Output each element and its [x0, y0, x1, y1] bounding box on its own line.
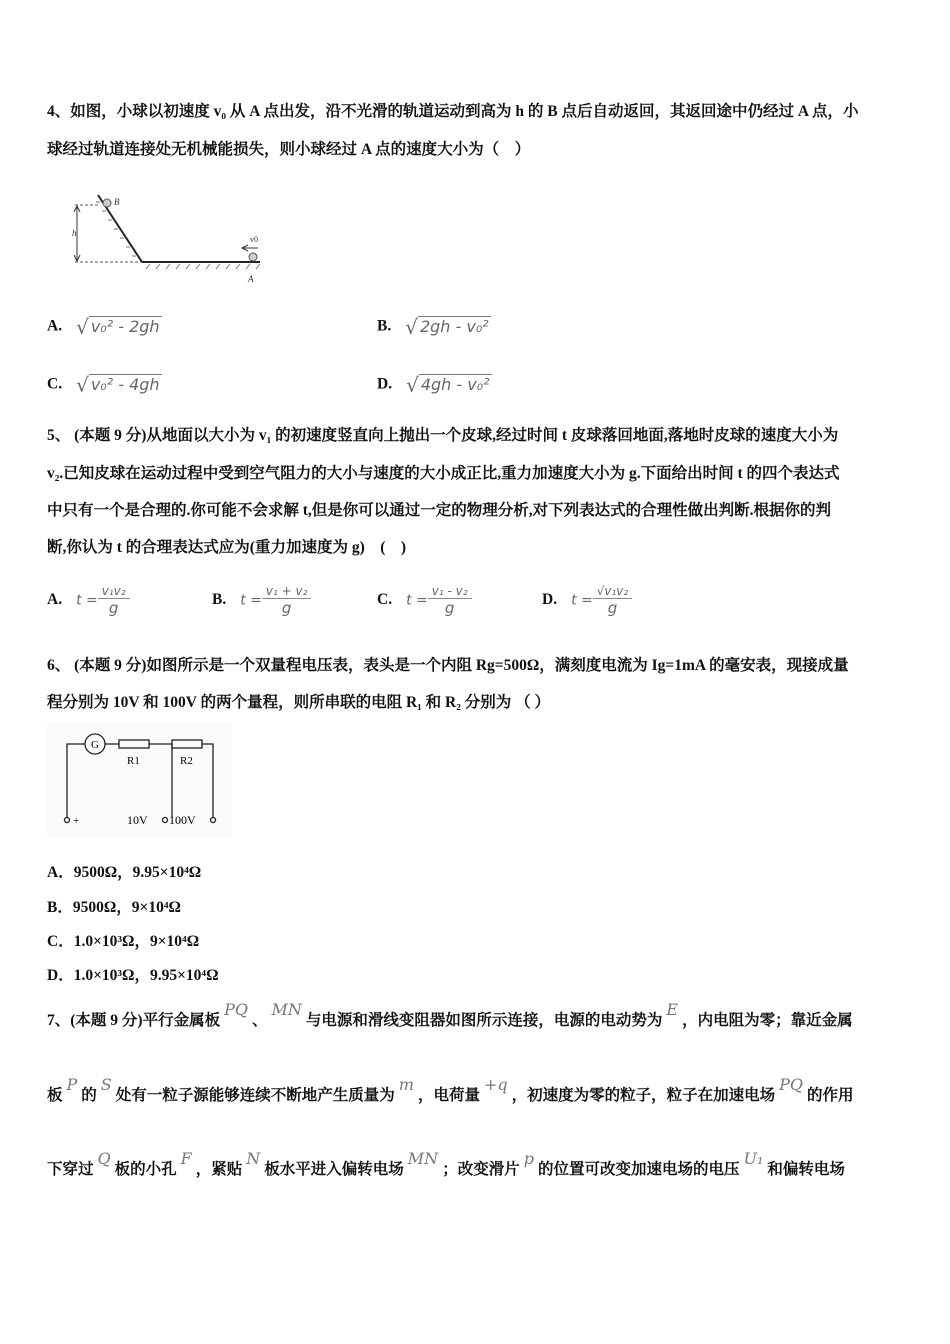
q4-option-b[interactable]: B. √ 2gh - v₀² — [377, 315, 489, 339]
q5-option-c[interactable] — [377, 584, 472, 617]
text-segment: 的作用 — [807, 1087, 854, 1104]
option-label: A. — [47, 591, 63, 609]
math-symbol: p — [523, 1149, 534, 1168]
text-segment: ；改变滑片 — [442, 1161, 520, 1178]
text-segment: 处有一粒子源能够连续不断地产生质量为 — [115, 1087, 395, 1104]
q6-option-a[interactable]: A．9500Ω，9.95×10⁴Ω — [47, 864, 202, 881]
q6-option-b[interactable]: B．9500Ω，9×10⁴Ω — [47, 899, 181, 916]
text-segment: 板水平进入偏转电场 — [264, 1161, 404, 1178]
q4-text-line-1: 4、如图，小球以初速度 v₀ 从 A 点出发，沿不光滑的轨道运动到高为 h 的 B 点后自动返回，其返回途中仍经过 A 点，小 — [47, 103, 859, 120]
denominator: g — [281, 599, 292, 617]
q6-option-c[interactable]: C．1.0×10³Ω，9×10⁴Ω — [47, 933, 200, 950]
numerator: v₁ + v₂ — [262, 584, 312, 599]
text-segment: 、 — [251, 1012, 268, 1029]
v0-label: v0 — [250, 235, 258, 244]
q5-option-b[interactable] — [212, 584, 311, 617]
text-segment: 板的小孔 — [114, 1161, 177, 1178]
q5-text-line-3: 中只有一个是合理的.你可能不会求解 t,但是你可以通过一定的物理分析,对下列表达式的合理性做出判断.根据你的判 — [47, 502, 832, 519]
text-segment: ，内电阻为零；靠近金属 — [682, 1012, 853, 1029]
100v-label: 100V — [169, 813, 196, 827]
numerator: v₁v₂ — [98, 584, 130, 599]
option-label: D. — [542, 591, 558, 609]
text-segment: ，电荷量 — [417, 1087, 480, 1104]
math-symbol: F — [180, 1149, 192, 1168]
q7-text-line-2 — [47, 1075, 854, 1106]
option-lhs: t = — [240, 592, 262, 609]
ball-b-icon — [103, 199, 111, 207]
math-symbol: N — [246, 1149, 261, 1168]
option-lhs: t = — [406, 592, 428, 609]
option-lhs: t = — [76, 592, 98, 609]
option-expression: v₀² - 2gh — [90, 317, 160, 336]
g-label: G — [91, 739, 99, 751]
denominator: g — [607, 599, 618, 617]
option-expression: 4gh - v₀² — [420, 375, 490, 394]
math-symbol: MN — [271, 1000, 302, 1019]
option-label: B. — [377, 317, 392, 335]
math-symbol: Q — [97, 1149, 111, 1168]
plus-label: + — [73, 815, 80, 827]
numerator: v₁ - v₂ — [428, 584, 472, 599]
q6-text-line-2: 程分别为 10V 和 100V 的两个量程，则所串联的电阻 R₁ 和 R₂ 分别为 （ ） — [47, 694, 551, 711]
option-label: A. — [47, 317, 63, 335]
q4-option-d[interactable]: D. √ 4gh - v₀² — [377, 373, 490, 397]
option-label: C. — [47, 375, 63, 393]
numerator: √v₁v₂ — [593, 584, 632, 599]
q5-text-line-4: 断,你认为 t 的合理表达式应为(重力加速度为 g) ( ) — [47, 539, 407, 556]
q4-text-line-2: 球经过轨道连接处无机械能损失，则小球经过 A 点的速度大小为（ ） — [47, 141, 531, 158]
q7-text-line-1 — [47, 1000, 853, 1031]
q5-text-line-2: v₂.已知皮球在运动过程中受到空气阻力的大小与速度的大小成正比,重力加速度大小为 g.下面给出时间 t 的四个表达式 — [47, 465, 840, 482]
r1-label: R1 — [127, 755, 140, 767]
text-segment: 与电源和滑线变阻器如图所示连接，电源的电动势为 — [305, 1012, 663, 1029]
option-expression: 2gh - v₀² — [419, 317, 489, 336]
text-segment: 7、(本题 9 分)平行金属板 — [47, 1012, 221, 1029]
text-segment: 和偏转电场 — [767, 1161, 845, 1178]
math-symbol: MN — [407, 1149, 439, 1168]
q5-option-d[interactable] — [542, 584, 632, 617]
r2-label: R2 — [180, 755, 193, 767]
h-label: h — [72, 228, 77, 238]
text-segment: 板 — [47, 1087, 63, 1104]
denominator: g — [444, 599, 455, 617]
ball-a-icon — [249, 253, 257, 261]
text-segment: ，初速度为零的粒子，粒子在加速电场 — [511, 1087, 776, 1104]
q6-circuit-figure — [47, 722, 232, 838]
math-symbol: S — [100, 1075, 112, 1094]
text-segment: 的位置可改变加速电场的电压 — [537, 1161, 740, 1178]
q5-text-line-1: 5、 (本题 9 分)从地面以大小为 v₁ 的初速度竖直向上抛出一个皮球,经过时间 t 皮球落回地面,落地时皮球的速度大小为 — [47, 427, 839, 444]
option-label: C. — [377, 591, 393, 609]
10v-label: 10V — [127, 813, 148, 827]
q4-option-c[interactable]: C. √ v₀² - 4gh — [47, 373, 160, 397]
q6-option-d[interactable]: D．1.0×10³Ω，9.95×10⁴Ω — [47, 967, 219, 984]
math-symbol: P — [66, 1075, 78, 1094]
text-segment: 下穿过 — [47, 1161, 94, 1178]
math-symbol: +q — [483, 1075, 508, 1094]
math-symbol: U₁ — [743, 1149, 764, 1168]
q5-option-a[interactable] — [47, 584, 130, 617]
text-segment: ，紧贴 — [195, 1161, 243, 1178]
math-symbol: E — [666, 1000, 679, 1019]
option-label: B. — [212, 591, 227, 609]
math-symbol: PQ — [779, 1075, 804, 1094]
denominator: g — [108, 599, 119, 617]
option-expression: v₀² - 4gh — [90, 375, 160, 394]
b-label: B — [114, 197, 120, 207]
text-segment: 的 — [81, 1087, 97, 1104]
q7-text-line-3 — [47, 1149, 845, 1180]
q4-option-a[interactable]: A. √ v₀² - 2gh — [47, 315, 160, 339]
math-symbol: PQ — [224, 1000, 248, 1019]
option-label: D. — [377, 375, 393, 393]
q6-text-line-1: 6、 (本题 9 分)如图所示是一个双量程电压表，表头是一个内阻 Rg=500Ω，满刻度电流为 Ig=1mA 的毫安表，现接成量 — [47, 657, 849, 674]
q4-track-figure — [60, 190, 290, 290]
a-label: A — [248, 274, 254, 284]
option-lhs: t = — [571, 592, 593, 609]
math-symbol: m — [398, 1075, 414, 1094]
